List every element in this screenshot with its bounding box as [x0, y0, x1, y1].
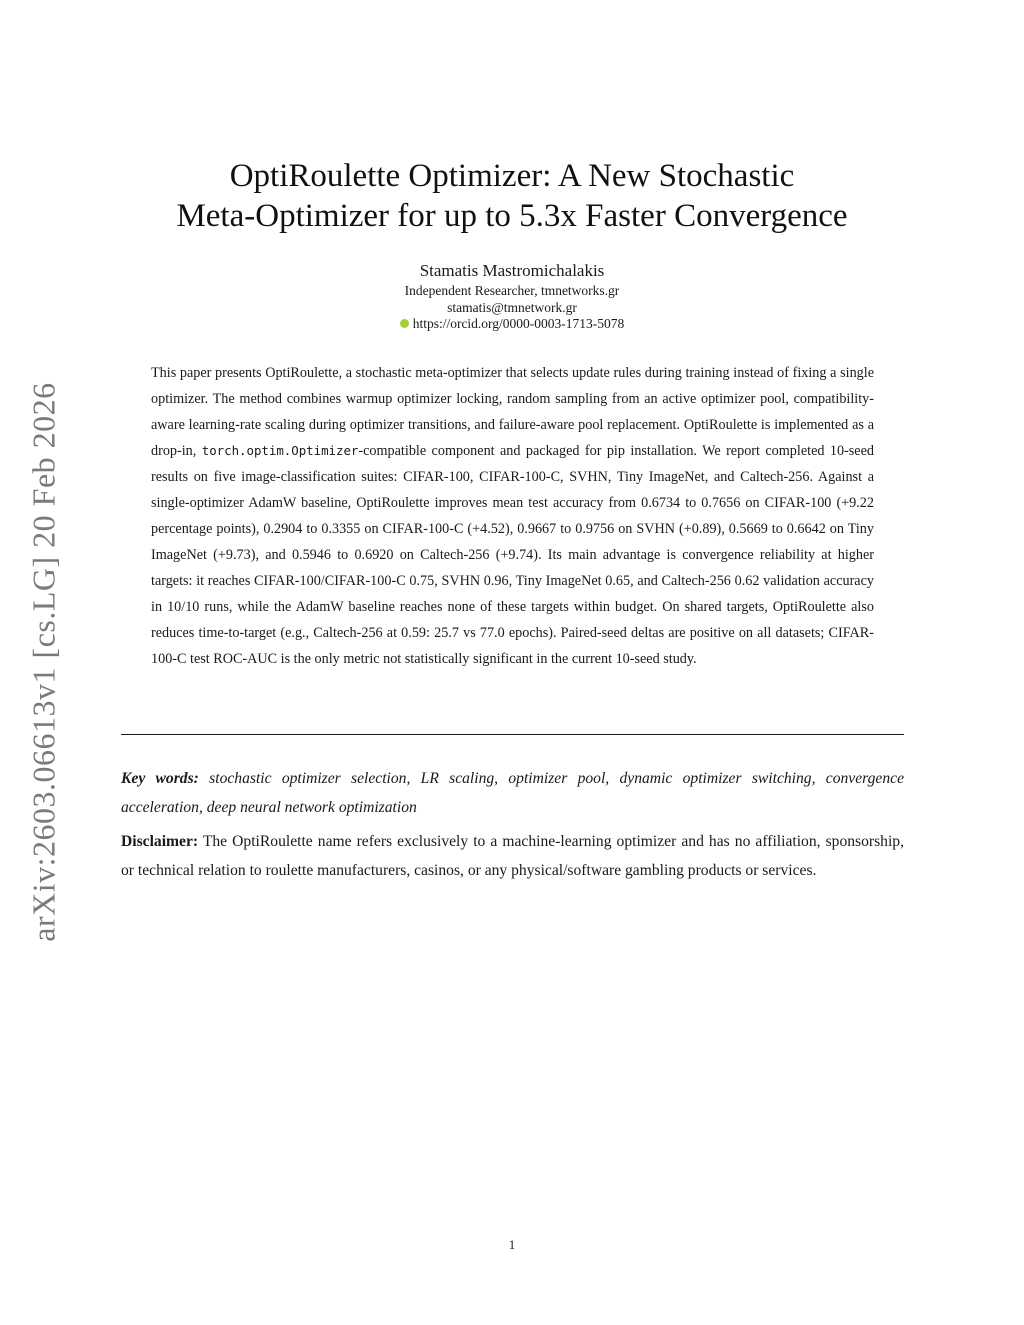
- paper-title-line-2: Meta-Optimizer for up to 5.3x Faster Convergence: [176, 198, 848, 234]
- author-orcid[interactable]: [100, 316, 924, 333]
- keywords: [121, 764, 904, 822]
- author-name: Stamatis Mastromichalakis: [419, 261, 605, 280]
- abstract: [151, 360, 874, 672]
- section-divider: [121, 734, 904, 735]
- page-number: 1: [508, 1237, 516, 1252]
- abstract-text-part-1: This paper presents OptiRoulette, a stochastic meta-optimizer that selects update rules during training instead of fixing a single optimizer. The method combines warmup optimizer locking, random sampling from an active optimizer pool, compatibility-aware learning-rate scaling during optimizer transitions, and failure-aware pool replacement. OptiRoulette is implemented as a drop-in,: [151, 365, 874, 459]
- author-block: [100, 260, 924, 333]
- keywords-text: stochastic optimizer selection, LR scaling, optimizer pool, dynamic optimizer switching, convergence acceleration, deep neural network optimization: [121, 770, 904, 816]
- author-email[interactable]: stamatis@tmnetwork.gr: [447, 299, 577, 315]
- abstract-code-reference: torch.optim.Optimizer: [201, 443, 359, 458]
- author-affiliation: Independent Researcher, tmnetworks.gr: [404, 283, 620, 298]
- arxiv-identifier-stamp: arXiv:2603.06613v1 [cs.LG] 20 Feb 2026: [25, 382, 62, 942]
- paper-title: [100, 156, 924, 236]
- disclaimer-label: Disclaimer:: [121, 833, 199, 850]
- orcid-icon: [400, 319, 409, 328]
- abstract-text-part-2: -compatible component and packaged for pip installation. We report completed 10-seed results on five image-classification suites: CIFAR-100, CIFAR-100-C, SVHN, Tiny ImageNet, and Caltech-256. Against a single-optimizer AdamW baseline, OptiRoulette improves mean test accuracy from 0.6734 to 0.7656 on CIFAR-100 (+9.22 percentage points), 0.2904 to 0.3355 on CIFAR-100-C (+4.52), 0.9667 to 0.9756 on SVHN (+0.89), 0.5669 to 0.6642 on Tiny ImageNet (+9.73), and 0.5946 to 0.6920 on Caltech-256 (+9.74). Its main advantage is convergence reliability at higher targets: it reaches CIFAR-100/CIFAR-100-C 0.75, SVHN 0.96, Tiny ImageNet 0.65, and Caltech-256 0.62 validation accuracy in 10/10 runs, while the AdamW baseline reaches none of these targets within budget. On shared targets, OptiRoulette also reduces time-to-target (e.g., Caltech-256 at 0.59: 25.7 vs 77.0 epochs). Paired-seed deltas are positive on all datasets; CIFAR-100-C test ROC-AUC is the only metric not statistically significant in the current 10-seed study.: [151, 443, 874, 667]
- disclaimer-text: The OptiRoulette name refers exclusively to a machine-learning optimizer and has no affiliation, sponsorship, or technical relation to roulette manufacturers, casinos, or any physical/software gambling products or services.: [121, 833, 904, 879]
- author-orcid-link[interactable]: https://orcid.org/0000-0003-1713-5078: [412, 316, 625, 331]
- paper-title-line-1: OptiRoulette Optimizer: A New Stochastic: [229, 158, 795, 194]
- disclaimer: [121, 827, 904, 885]
- keywords-label: Key words:: [121, 770, 199, 787]
